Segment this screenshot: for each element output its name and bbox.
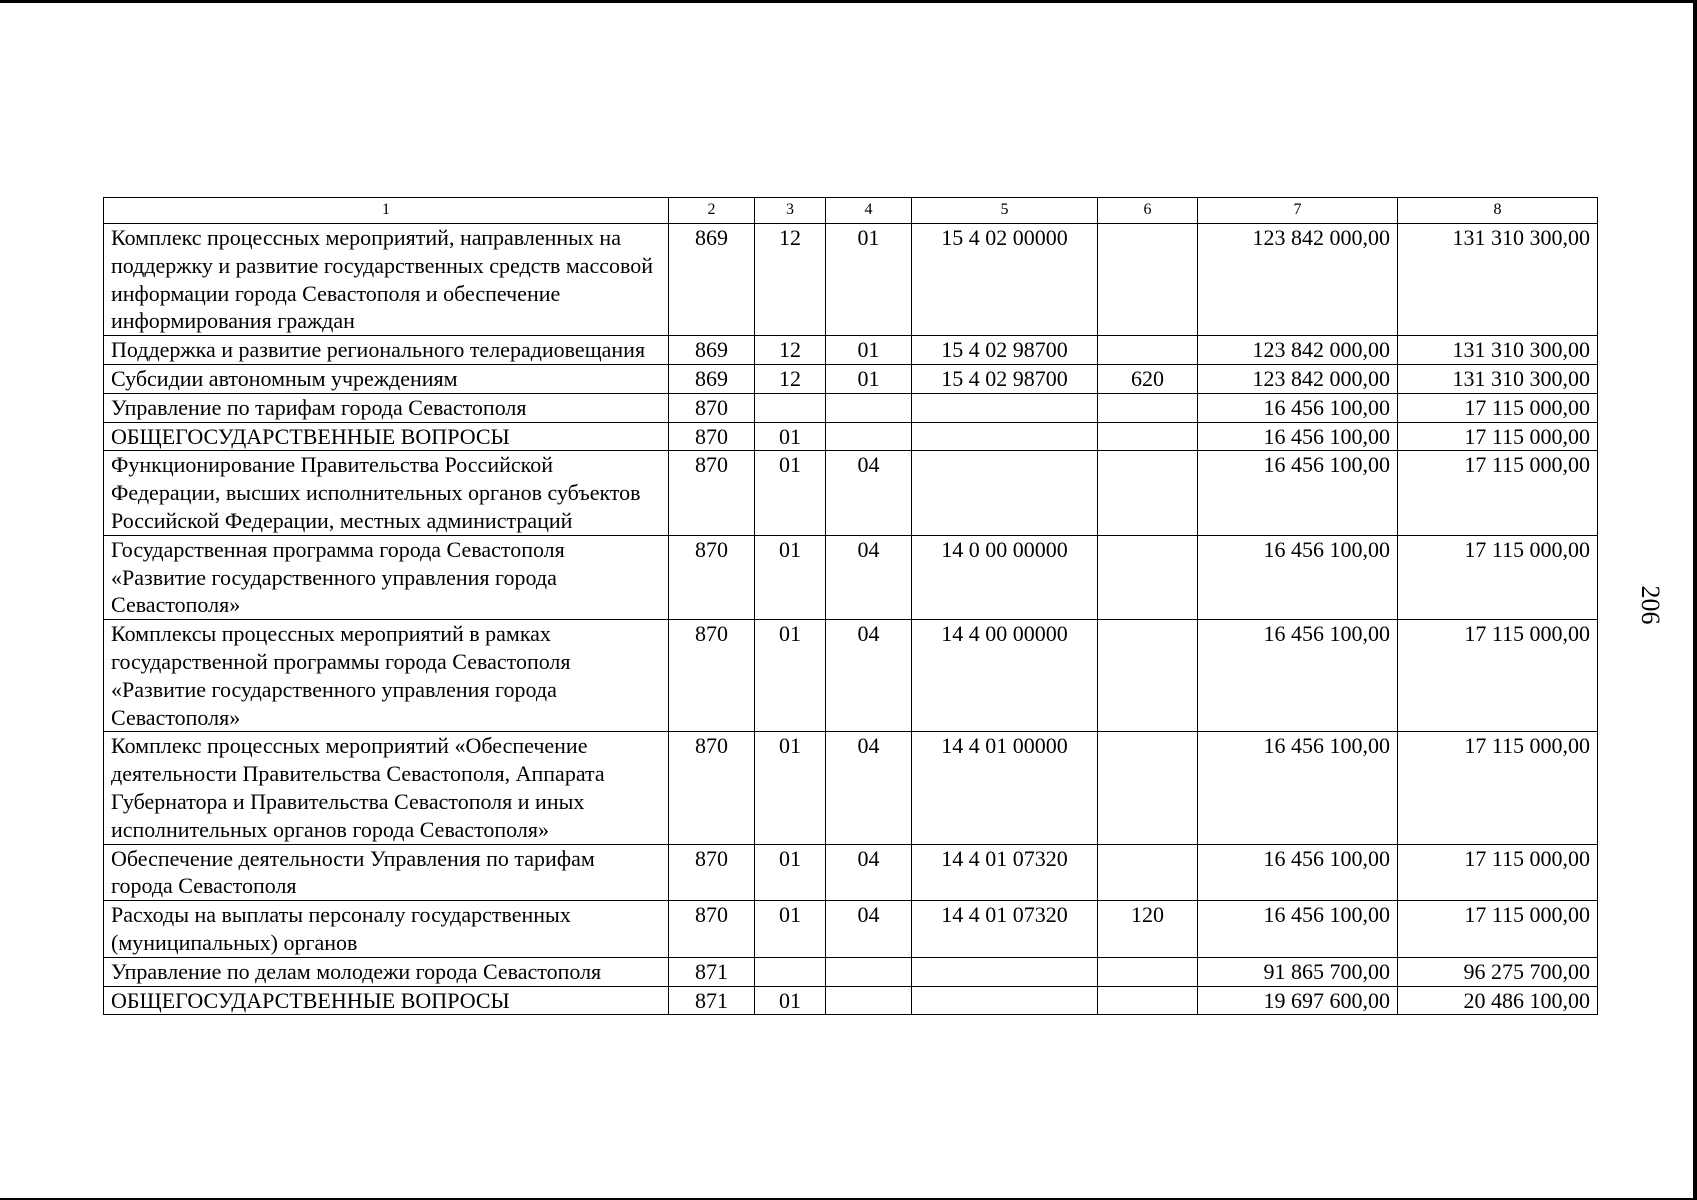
row-subsection-cell: 01	[826, 364, 912, 393]
row-section-cell: 01	[755, 901, 826, 958]
row-name-cell: Комплексы процессных мероприятий в рамках государственной программы города Севастополя «Развитие государственного управления города Севастополя»	[104, 620, 669, 732]
row-name-cell: Обеспечение деятельности Управления по тарифам города Севастополя	[104, 844, 669, 901]
row-name-cell: Управление по тарифам города Севастополя	[104, 393, 669, 422]
row-amount-year1-cell: 19 697 600,00	[1198, 986, 1398, 1015]
row-subsection-cell: 04	[826, 732, 912, 844]
row-expense-type-cell	[1098, 620, 1198, 732]
row-expense-type-cell	[1098, 732, 1198, 844]
row-name-cell: Комплекс процессных мероприятий, направленных на поддержку и развитие государственных средств массовой информации города Севастополя и обеспечение информирования граждан	[104, 224, 669, 336]
row-subsection-cell: 01	[826, 224, 912, 336]
row-name-cell: Комплекс процессных мероприятий «Обеспечение деятельности Правительства Севастополя, Аппарата Губернатора и Правительства Севастополя и иных исполнительных органов города Севастополя»	[104, 732, 669, 844]
row-target-code-cell	[912, 986, 1098, 1015]
row-name-cell: ОБЩЕГОСУДАРСТВЕННЫЕ ВОПРОСЫ	[104, 422, 669, 451]
row-target-code-cell: 14 0 00 00000	[912, 535, 1098, 619]
page-number: 206	[1636, 585, 1665, 625]
row-amount-year1-cell: 16 456 100,00	[1198, 844, 1398, 901]
row-subsection-cell: 01	[826, 336, 912, 365]
table-row	[104, 535, 1598, 619]
row-expense-type-cell: 120	[1098, 901, 1198, 958]
row-section-cell: 01	[755, 620, 826, 732]
row-expense-type-cell	[1098, 986, 1198, 1015]
row-amount-year1-cell: 16 456 100,00	[1198, 535, 1398, 619]
row-section-cell: 01	[755, 732, 826, 844]
row-amount-year2-cell: 96 275 700,00	[1398, 957, 1598, 986]
row-amount-year1-cell: 16 456 100,00	[1198, 422, 1398, 451]
row-expense-type-cell	[1098, 844, 1198, 901]
table-row	[104, 957, 1598, 986]
row-amount-year1-cell: 91 865 700,00	[1198, 957, 1398, 986]
table-row	[104, 364, 1598, 393]
row-target-code-cell: 14 4 00 00000	[912, 620, 1098, 732]
row-target-code-cell	[912, 957, 1098, 986]
row-section-cell: 12	[755, 364, 826, 393]
row-section-cell: 01	[755, 844, 826, 901]
row-admin-code-cell: 871	[669, 957, 755, 986]
table-row	[104, 336, 1598, 365]
table-row	[104, 393, 1598, 422]
row-target-code-cell: 15 4 02 00000	[912, 224, 1098, 336]
row-admin-code-cell: 870	[669, 901, 755, 958]
row-amount-year2-cell: 17 115 000,00	[1398, 393, 1598, 422]
table-row	[104, 844, 1598, 901]
table-row	[104, 451, 1598, 535]
row-target-code-cell: 14 4 01 07320	[912, 844, 1098, 901]
row-admin-code-cell: 870	[669, 732, 755, 844]
row-target-code-cell: 15 4 02 98700	[912, 336, 1098, 365]
row-amount-year2-cell: 20 486 100,00	[1398, 986, 1598, 1015]
row-subsection-cell	[826, 957, 912, 986]
row-name-cell: Государственная программа города Севастополя «Развитие государственного управления города Севастополя»	[104, 535, 669, 619]
scan-edge-right	[1693, 0, 1697, 1200]
row-name-cell: ОБЩЕГОСУДАРСТВЕННЫЕ ВОПРОСЫ	[104, 986, 669, 1015]
row-subsection-cell	[826, 986, 912, 1015]
row-amount-year2-cell: 131 310 300,00	[1398, 364, 1598, 393]
row-section-cell	[755, 957, 826, 986]
table-row	[104, 732, 1598, 844]
row-amount-year1-cell: 123 842 000,00	[1198, 364, 1398, 393]
row-amount-year2-cell: 131 310 300,00	[1398, 224, 1598, 336]
row-amount-year2-cell: 131 310 300,00	[1398, 336, 1598, 365]
row-amount-year1-cell: 16 456 100,00	[1198, 732, 1398, 844]
row-amount-year2-cell: 17 115 000,00	[1398, 844, 1598, 901]
row-expense-type-cell	[1098, 224, 1198, 336]
row-section-cell: 12	[755, 224, 826, 336]
row-expense-type-cell	[1098, 535, 1198, 619]
row-amount-year2-cell: 17 115 000,00	[1398, 535, 1598, 619]
row-subsection-cell: 04	[826, 451, 912, 535]
row-section-cell: 01	[755, 422, 826, 451]
row-name-cell: Поддержка и развитие регионального телерадиовещания	[104, 336, 669, 365]
column-header-1: 1	[104, 198, 669, 224]
row-name-cell: Расходы на выплаты персоналу государственных (муниципальных) органов	[104, 901, 669, 958]
row-section-cell: 01	[755, 986, 826, 1015]
row-expense-type-cell	[1098, 336, 1198, 365]
row-amount-year1-cell: 16 456 100,00	[1198, 393, 1398, 422]
row-expense-type-cell	[1098, 393, 1198, 422]
row-section-cell: 01	[755, 535, 826, 619]
table-row	[104, 620, 1598, 732]
row-target-code-cell	[912, 393, 1098, 422]
row-amount-year1-cell: 16 456 100,00	[1198, 620, 1398, 732]
row-admin-code-cell: 869	[669, 364, 755, 393]
row-target-code-cell	[912, 451, 1098, 535]
row-subsection-cell	[826, 422, 912, 451]
column-header-6: 6	[1098, 198, 1198, 224]
column-header-4: 4	[826, 198, 912, 224]
scan-edge-top	[0, 0, 1697, 3]
row-amount-year1-cell: 123 842 000,00	[1198, 336, 1398, 365]
row-target-code-cell: 14 4 01 00000	[912, 732, 1098, 844]
row-section-cell: 01	[755, 451, 826, 535]
row-expense-type-cell	[1098, 451, 1198, 535]
column-header-2: 2	[669, 198, 755, 224]
table-row	[104, 422, 1598, 451]
row-admin-code-cell: 870	[669, 620, 755, 732]
row-admin-code-cell: 870	[669, 451, 755, 535]
row-admin-code-cell: 869	[669, 224, 755, 336]
row-section-cell: 12	[755, 336, 826, 365]
budget-table	[103, 197, 1598, 1015]
row-admin-code-cell: 871	[669, 986, 755, 1015]
row-target-code-cell	[912, 422, 1098, 451]
column-header-5: 5	[912, 198, 1098, 224]
table-body	[104, 224, 1598, 1015]
row-admin-code-cell: 870	[669, 393, 755, 422]
row-name-cell: Управление по делам молодежи города Севастополя	[104, 957, 669, 986]
column-header-3: 3	[755, 198, 826, 224]
table-row	[104, 901, 1598, 958]
row-admin-code-cell: 870	[669, 422, 755, 451]
table-header-row	[104, 198, 1598, 224]
row-amount-year2-cell: 17 115 000,00	[1398, 451, 1598, 535]
row-target-code-cell: 14 4 01 07320	[912, 901, 1098, 958]
row-expense-type-cell	[1098, 957, 1198, 986]
row-subsection-cell: 04	[826, 620, 912, 732]
row-admin-code-cell: 870	[669, 844, 755, 901]
row-amount-year2-cell: 17 115 000,00	[1398, 901, 1598, 958]
row-target-code-cell: 15 4 02 98700	[912, 364, 1098, 393]
row-name-cell: Субсидии автономным учреждениям	[104, 364, 669, 393]
row-expense-type-cell	[1098, 422, 1198, 451]
row-amount-year2-cell: 17 115 000,00	[1398, 732, 1598, 844]
row-amount-year1-cell: 16 456 100,00	[1198, 451, 1398, 535]
row-subsection-cell: 04	[826, 901, 912, 958]
row-name-cell: Функционирование Правительства Российской Федерации, высших исполнительных органов субъектов Российской Федерации, местных администраций	[104, 451, 669, 535]
table-row	[104, 986, 1598, 1015]
row-section-cell	[755, 393, 826, 422]
column-header-7: 7	[1198, 198, 1398, 224]
row-amount-year1-cell: 16 456 100,00	[1198, 901, 1398, 958]
row-subsection-cell: 04	[826, 535, 912, 619]
row-expense-type-cell: 620	[1098, 364, 1198, 393]
row-admin-code-cell: 870	[669, 535, 755, 619]
row-amount-year2-cell: 17 115 000,00	[1398, 620, 1598, 732]
row-amount-year1-cell: 123 842 000,00	[1198, 224, 1398, 336]
table-row	[104, 224, 1598, 336]
row-subsection-cell: 04	[826, 844, 912, 901]
row-subsection-cell	[826, 393, 912, 422]
row-admin-code-cell: 869	[669, 336, 755, 365]
row-amount-year2-cell: 17 115 000,00	[1398, 422, 1598, 451]
column-header-8: 8	[1398, 198, 1598, 224]
